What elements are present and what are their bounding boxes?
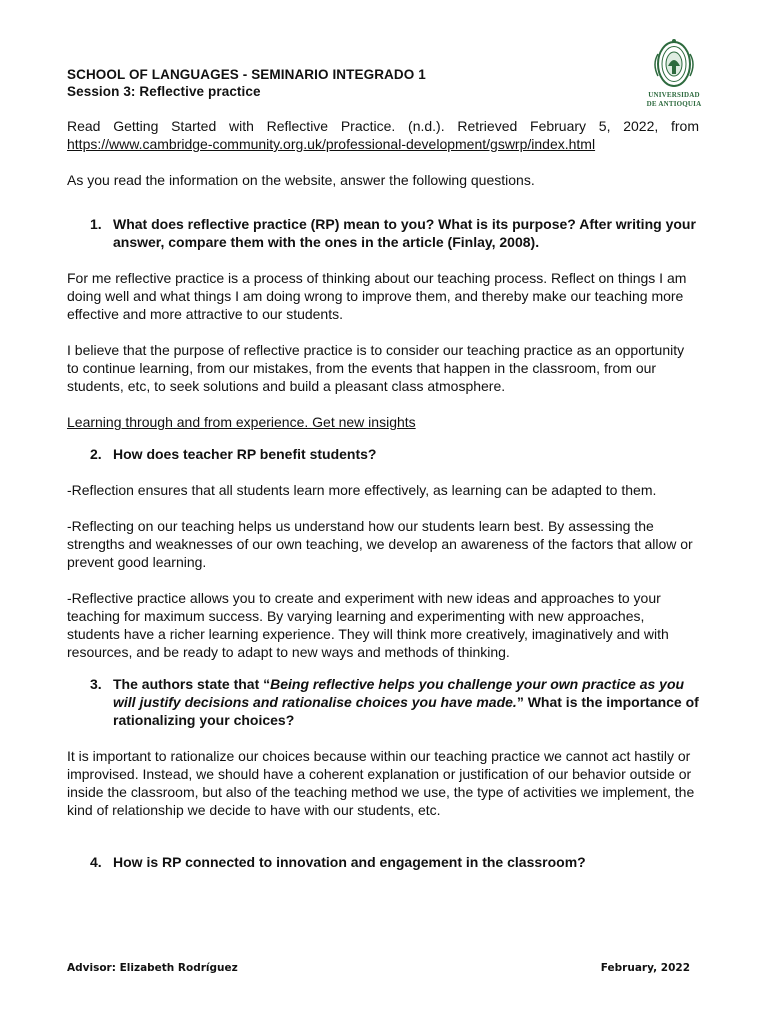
question-1-text <box>67 215 699 251</box>
question-3-prompt-start: The authors state that “ <box>113 676 271 692</box>
question-4-text <box>67 853 699 871</box>
question-1-prompt: What does reflective practice (RP) mean to you? What is its purpose? After writing your answer, compare them with the ones in the article (Finlay, 2008). <box>113 216 696 250</box>
session-title: Session 3: Reflective practice <box>67 84 261 99</box>
article-link[interactable]: https://www.cambridge-community.org.uk/professional-development/gswrp/index.html <box>67 136 596 152</box>
reading-citation: Read Getting Started with Reflective Practice. (n.d.). Retrieved February 5, 2022, from <box>67 118 699 134</box>
question-2-number: 2. <box>90 446 102 462</box>
answer-1-paragraph-2: I believe that the purpose of reflective practice is to consider our teaching practice as an opportunity to continue learning, from our mistakes, from the events that happen in the classroom, from our students, etc, to seek solutions and build a pleasant class atmosphere. <box>67 342 685 394</box>
answer-1-note: Learning through and from experience. Get new insights <box>67 414 416 430</box>
question-4-prompt: How is RP connected to innovation and engagement in the classroom? <box>113 854 586 870</box>
university-logo <box>642 36 706 112</box>
document-header <box>67 66 627 100</box>
question-4 <box>67 853 699 871</box>
university-name-line1: UNIVERSIDAD <box>648 91 700 99</box>
reading-reference <box>67 117 699 153</box>
answer-2-paragraph-2: -Reflecting on our teaching helps us understand how our students learn best. By assessing the strengths and weaknesses of our own teaching, we develop an awareness of the factors that allow or prevent good learning. <box>67 518 693 570</box>
question-3 <box>67 675 699 729</box>
question-2-text <box>67 445 699 463</box>
question-3-text <box>67 675 699 729</box>
instructions: As you read the information on the website, answer the following questions. <box>67 172 535 188</box>
answer-3-paragraph-1: It is important to rationalize our choices because within our teaching practice we cannot act hastily or improvised. Instead, we should have a coherent explanation or justification of our behavior outside or inside the classroom, but also of the teaching method we use, the type of activities we implement, the kind of relationship we decide to have with our students, etc. <box>67 748 695 818</box>
course-title: SCHOOL OF LANGUAGES - SEMINARIO INTEGRADO 1 <box>67 67 426 82</box>
document-body <box>67 117 699 871</box>
question-2-prompt: How does teacher RP benefit students? <box>113 446 377 462</box>
answer-1-paragraph-1: For me reflective practice is a process of thinking about our teaching process. Reflect on things I am doing well and what things I am doing wrong to improve them, and thereby make our teaching more effective and more attractive to our students. <box>67 270 687 322</box>
question-3-prompt-end: ” What is the importance of rationalizing your choices? <box>113 694 699 728</box>
footer-advisor: Advisor: Elizabeth Rodríguez <box>67 962 238 974</box>
question-1-number: 1. <box>90 216 102 232</box>
university-seal-icon <box>642 36 706 92</box>
question-3-quote: Being reflective helps you challenge your own practice as you will justify decisions and rationalise choices you have made. <box>113 676 685 710</box>
question-4-number: 4. <box>90 854 102 870</box>
footer-date: February, 2022 <box>600 962 690 974</box>
university-name-line2: DE ANTIOQUIA <box>646 100 702 108</box>
question-3-number: 3. <box>90 676 102 692</box>
answer-2-paragraph-3: -Reflective practice allows you to create and experiment with new ideas and approaches to your teaching for maximum success. By varying learning and experimenting with new approaches, students have a richer learning experience. They will think more creatively, imaginatively and with resources, and be ready to adapt to new ways and methods of thinking. <box>67 590 669 660</box>
answer-2-paragraph-1: -Reflection ensures that all students learn more effectively, as learning can be adapted to them. <box>67 482 657 498</box>
question-1 <box>67 215 699 251</box>
question-2 <box>67 445 699 463</box>
